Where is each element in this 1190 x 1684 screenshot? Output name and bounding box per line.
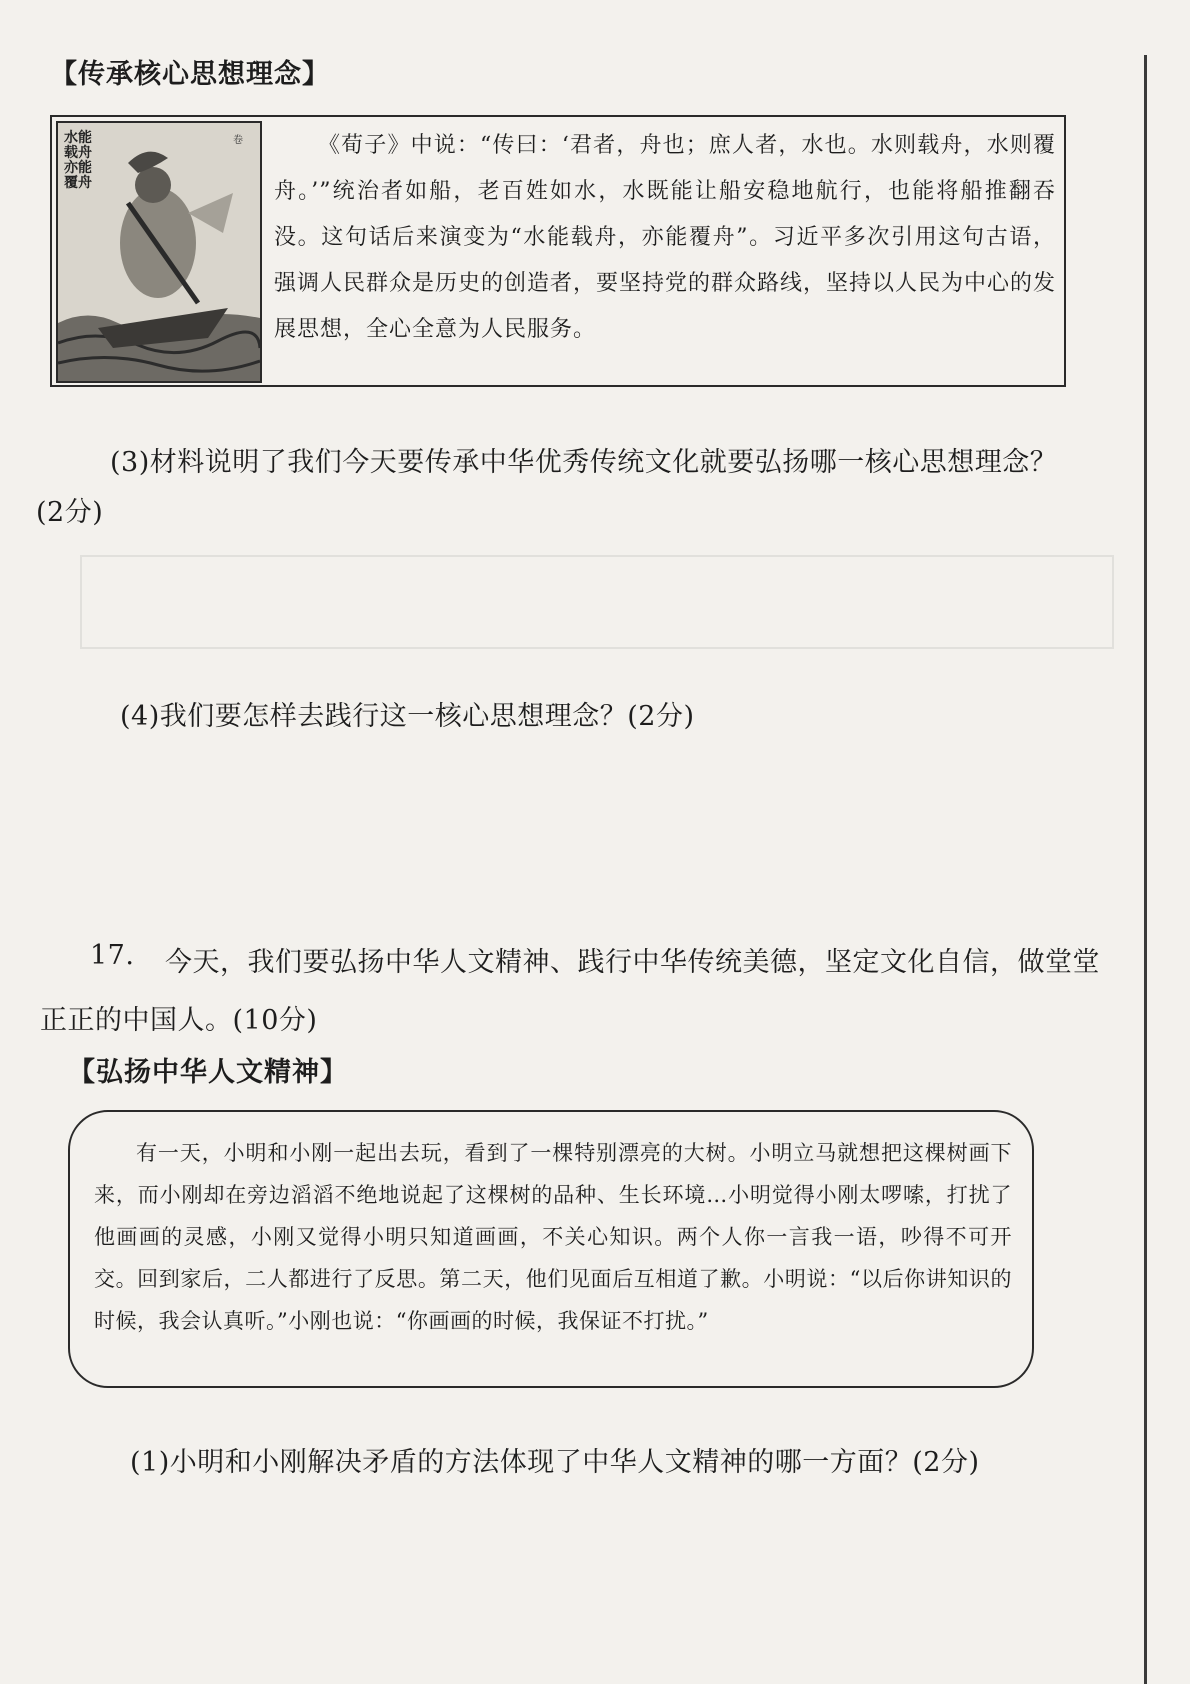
question-3-points: (2分) (36, 497, 104, 528)
section-heading-humanistic-spirit: 【弘扬中华人文精神】 (68, 1057, 348, 1088)
story-text: 有一天，小明和小刚一起出去玩，看到了一棵特别漂亮的大树。小明立马就想把这棵树画下来，而小刚却在旁边滔滔不绝地说起了这棵树的品种、生长环境…小明觉得小刚太啰嗦，打扰了他画画的灵感，小刚又觉得小明只知道画画，不关心知识。两个人你一言我一语，吵得不可开交。回到家后，二人都进行了反思。第二天，他们见面后互相道了歉。小明说：“以后你讲知识的时候，我会认真听。”小刚也说：“你画画的时候，我保证不打扰。” (94, 1141, 1012, 1333)
svg-text:卷: 卷 (233, 135, 243, 146)
material-box (50, 115, 1066, 387)
illustration-caption: 水能载舟亦能覆舟 (64, 130, 92, 191)
bleed-through-table (80, 555, 1114, 649)
question-17-number: 17. (90, 940, 135, 971)
question-4-text: (4)我们要怎样去践行这一核心思想理念？(2分) (120, 701, 695, 732)
page-edge-line (1144, 55, 1147, 1684)
question-17-1-text: (1)小明和小刚解决矛盾的方法体现了中华人文精神的哪一方面？(2分) (130, 1447, 980, 1478)
illustration-boat-painting (56, 121, 262, 383)
question-17-line1: 今天，我们要弘扬中华人文精神、践行中华传统美德，坚定文化自信，做堂堂 (165, 947, 1100, 978)
question-3-text: (3)材料说明了我们今天要传承中华优秀传统文化就要弘扬哪一核心思想理念？ (110, 447, 1058, 478)
question-17-line2: 正正的中国人。(10分) (40, 1005, 318, 1036)
story-box (68, 1110, 1034, 1388)
material-text: 《荀子》中说：“传曰：‘君者，舟也；庶人者，水也。水则载舟，水则覆舟。’”统治者如船，老百姓如水，水既能让船安稳地航行，也能将船推翻吞没。这句话后来演变为“水能载舟，亦能覆舟”。习近平多次引用这句古语，强调人民群众是历史的创造者，要坚持党的群众路线，坚持以人民为中心的发展思想，全心全意为人民服务。 (274, 133, 1057, 342)
section-heading-core-ideas: 【传承核心思想理念】 (50, 59, 330, 90)
